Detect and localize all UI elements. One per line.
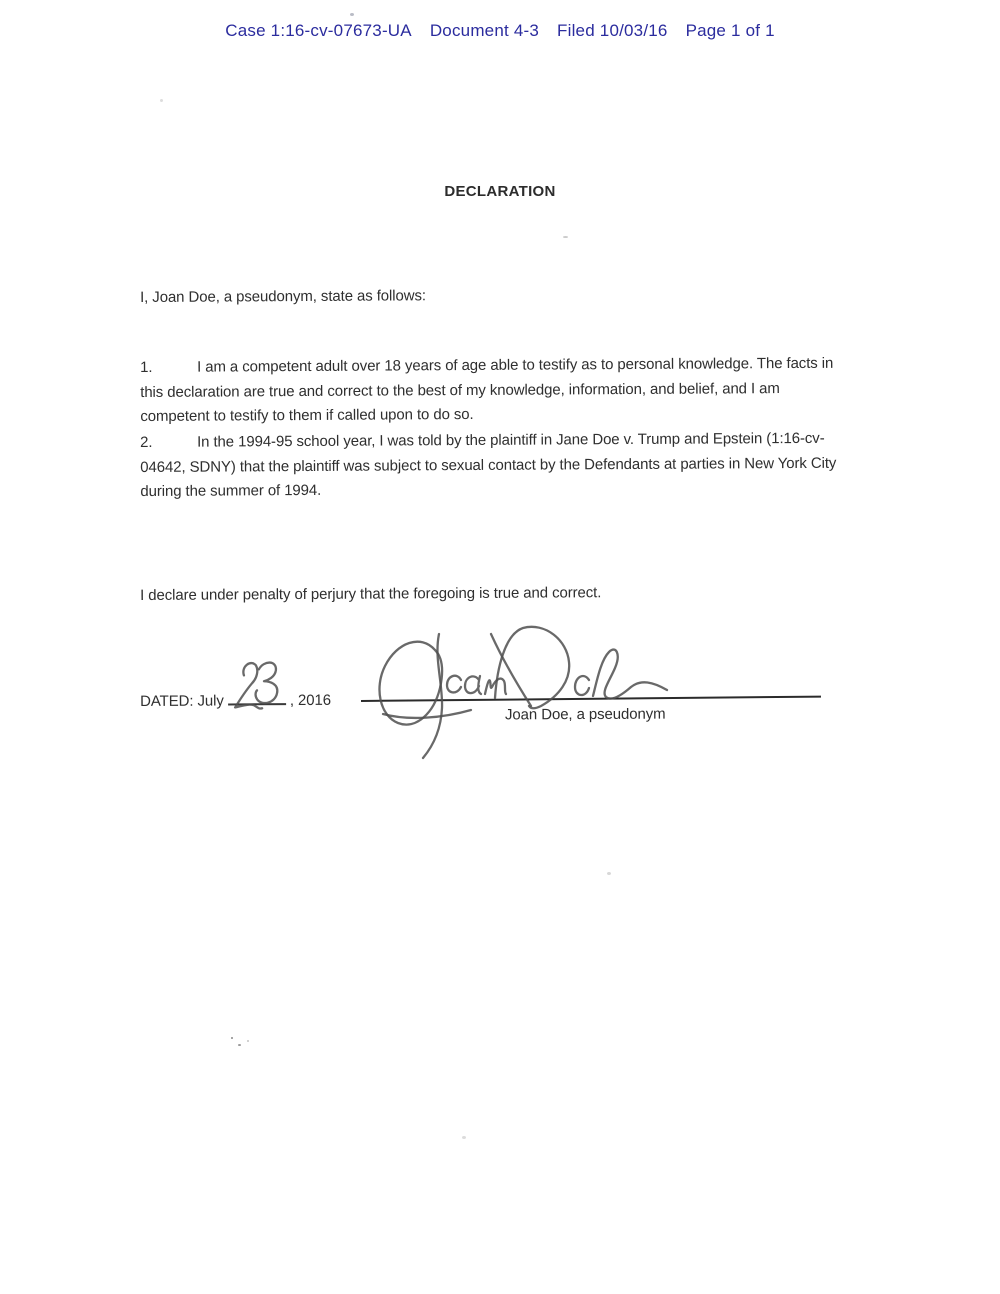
date-prefix: DATED: July: [140, 692, 224, 710]
scan-speck: [238, 1044, 241, 1046]
scan-speck: [350, 13, 354, 16]
scan-speck: [247, 1040, 249, 1042]
declaration-paragraph-2: [140, 427, 848, 505]
scan-speck: [462, 1136, 466, 1139]
scan-speck: [231, 1037, 233, 1039]
intro-line: I, Joan Doe, a pseudonym, state as follows:: [140, 287, 426, 306]
paragraph-number: 2.: [140, 433, 153, 451]
date-day-blank: [228, 686, 286, 705]
page-number: Page 1 of 1: [685, 21, 775, 40]
ecf-header-stamp: [0, 21, 1000, 41]
scan-speck: [563, 236, 568, 238]
date-line: [140, 686, 331, 710]
signature-typed-label: Joan Doe, a pseudonym: [504, 705, 666, 724]
paragraph-text: In the 1994-95 school year, I was told by the plaintiff in Jane Doe v. Trump and Epstein (1:16-cv-04642, SDNY) that the plaintiff was subject to sexual contact by the Defendants at parties in New York City during the summer of 1994.: [140, 429, 837, 501]
scan-speck: [607, 872, 611, 875]
document-title: DECLARATION: [444, 183, 556, 200]
declaration-paragraph-1: [140, 352, 848, 430]
filed-date: Filed 10/03/16: [557, 21, 668, 40]
date-suffix: , 2016: [289, 691, 332, 710]
handwritten-day-ink: [228, 657, 284, 715]
case-number: Case 1:16-cv-07673-UA: [225, 21, 412, 40]
signature-ink: [373, 624, 703, 769]
scan-speck: [160, 99, 163, 102]
paragraph-number: 1.: [140, 358, 153, 376]
paragraph-text: I am a competent adult over 18 years of age able to testify as to personal knowledge. The facts in this declaration are true and correct to the best of my knowledge, information, and belief, and I am competent to testify to them if called upon to do so.: [140, 354, 834, 426]
document-number: Document 4-3: [429, 21, 540, 40]
perjury-statement: I declare under penalty of perjury that the foregoing is true and correct.: [140, 584, 602, 604]
